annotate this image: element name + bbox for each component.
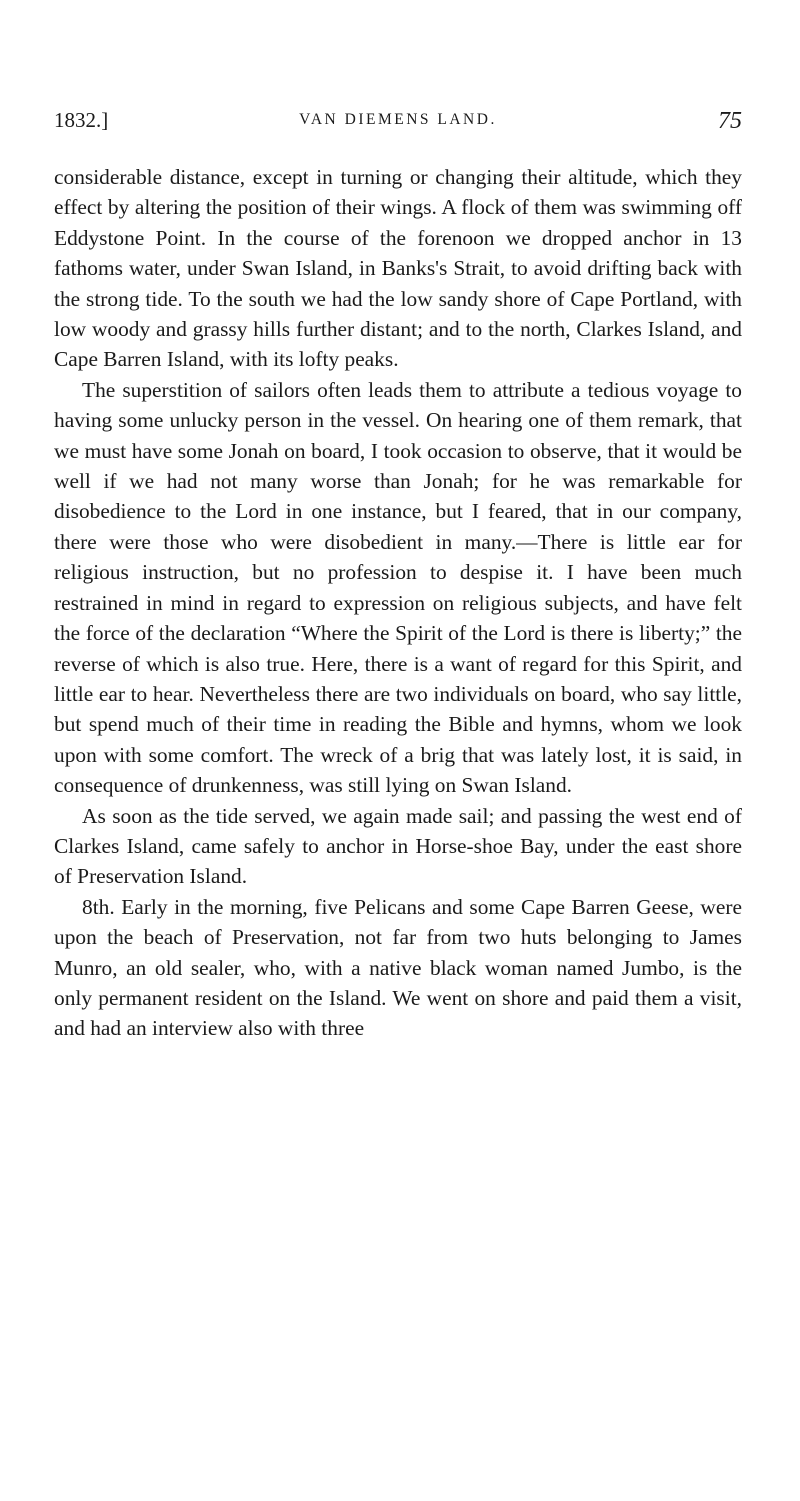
paragraph: As soon as the tide served, we again made sail; and passing the west end of Clarkes Island, came safely to anchor in Horse-shoe Bay, under the east shore of Preservation Island. [54, 803, 742, 889]
paragraph: The superstition of sailors often leads them to attribute a tedious voyage to having some unlucky person in the vessel. On hearing one of them remark, that we must have some Jonah on board, I took occasion to observe, that it would be well if we had not many worse than Jonah; for he was remarkable for disobedience to the Lord in one instance, but I feared, that in our company, there were those who were disobedient in many.—There is little ear for religious instruction, but no profession to despise it. I have been much restrained in mind in regard to expression on religious subjects, and have felt the force of the declaration “Where the Spirit of the Lord is there is liberty;” the reverse of which is also true. Here, there is a want of regard for this Spirit, and little ear to hear. Nevertheless there are two individuals on board, who say little, but spend much of their time in reading the Bible and hymns, whom we look upon with some comfort. The wreck of a brig that was lately lost, it is said, in consequence of drunkenness, was still lying on Swan Island. [54, 377, 742, 798]
body-text [54, 162, 742, 1044]
page-number: 75 [718, 108, 742, 134]
book-page [54, 108, 742, 1044]
paragraph-continued: considerable distance, except in turning or changing their altitude, which they effect by altering the position of their wings. A flock of them was swimming off Eddystone Point. In the course of the forenoon we dropped anchor in 13 fathoms water, under Swan Island, in Banks's Strait, to avoid drifting back with the strong tide. To the south we had the low sandy shore of Cape Portland, with low woody and grassy hills further distant; and to the north, Clarkes Island, and Cape Barren Island, with its lofty peaks. [54, 165, 742, 372]
running-head-title: VAN DIEMENS LAND. [299, 111, 497, 128]
running-head-year: 1832.] [54, 108, 109, 132]
paragraph: 8th. Early in the morning, five Pelicans and some Cape Barren Geese, were upon the beach of Preservation, not far from two huts belonging to James Munro, an old sealer, who, with a native black woman named Jumbo, is the only permanent resident on the Island. We went on shore and paid them a visit, and had an interview also with three [54, 894, 742, 1041]
running-head [54, 108, 742, 148]
